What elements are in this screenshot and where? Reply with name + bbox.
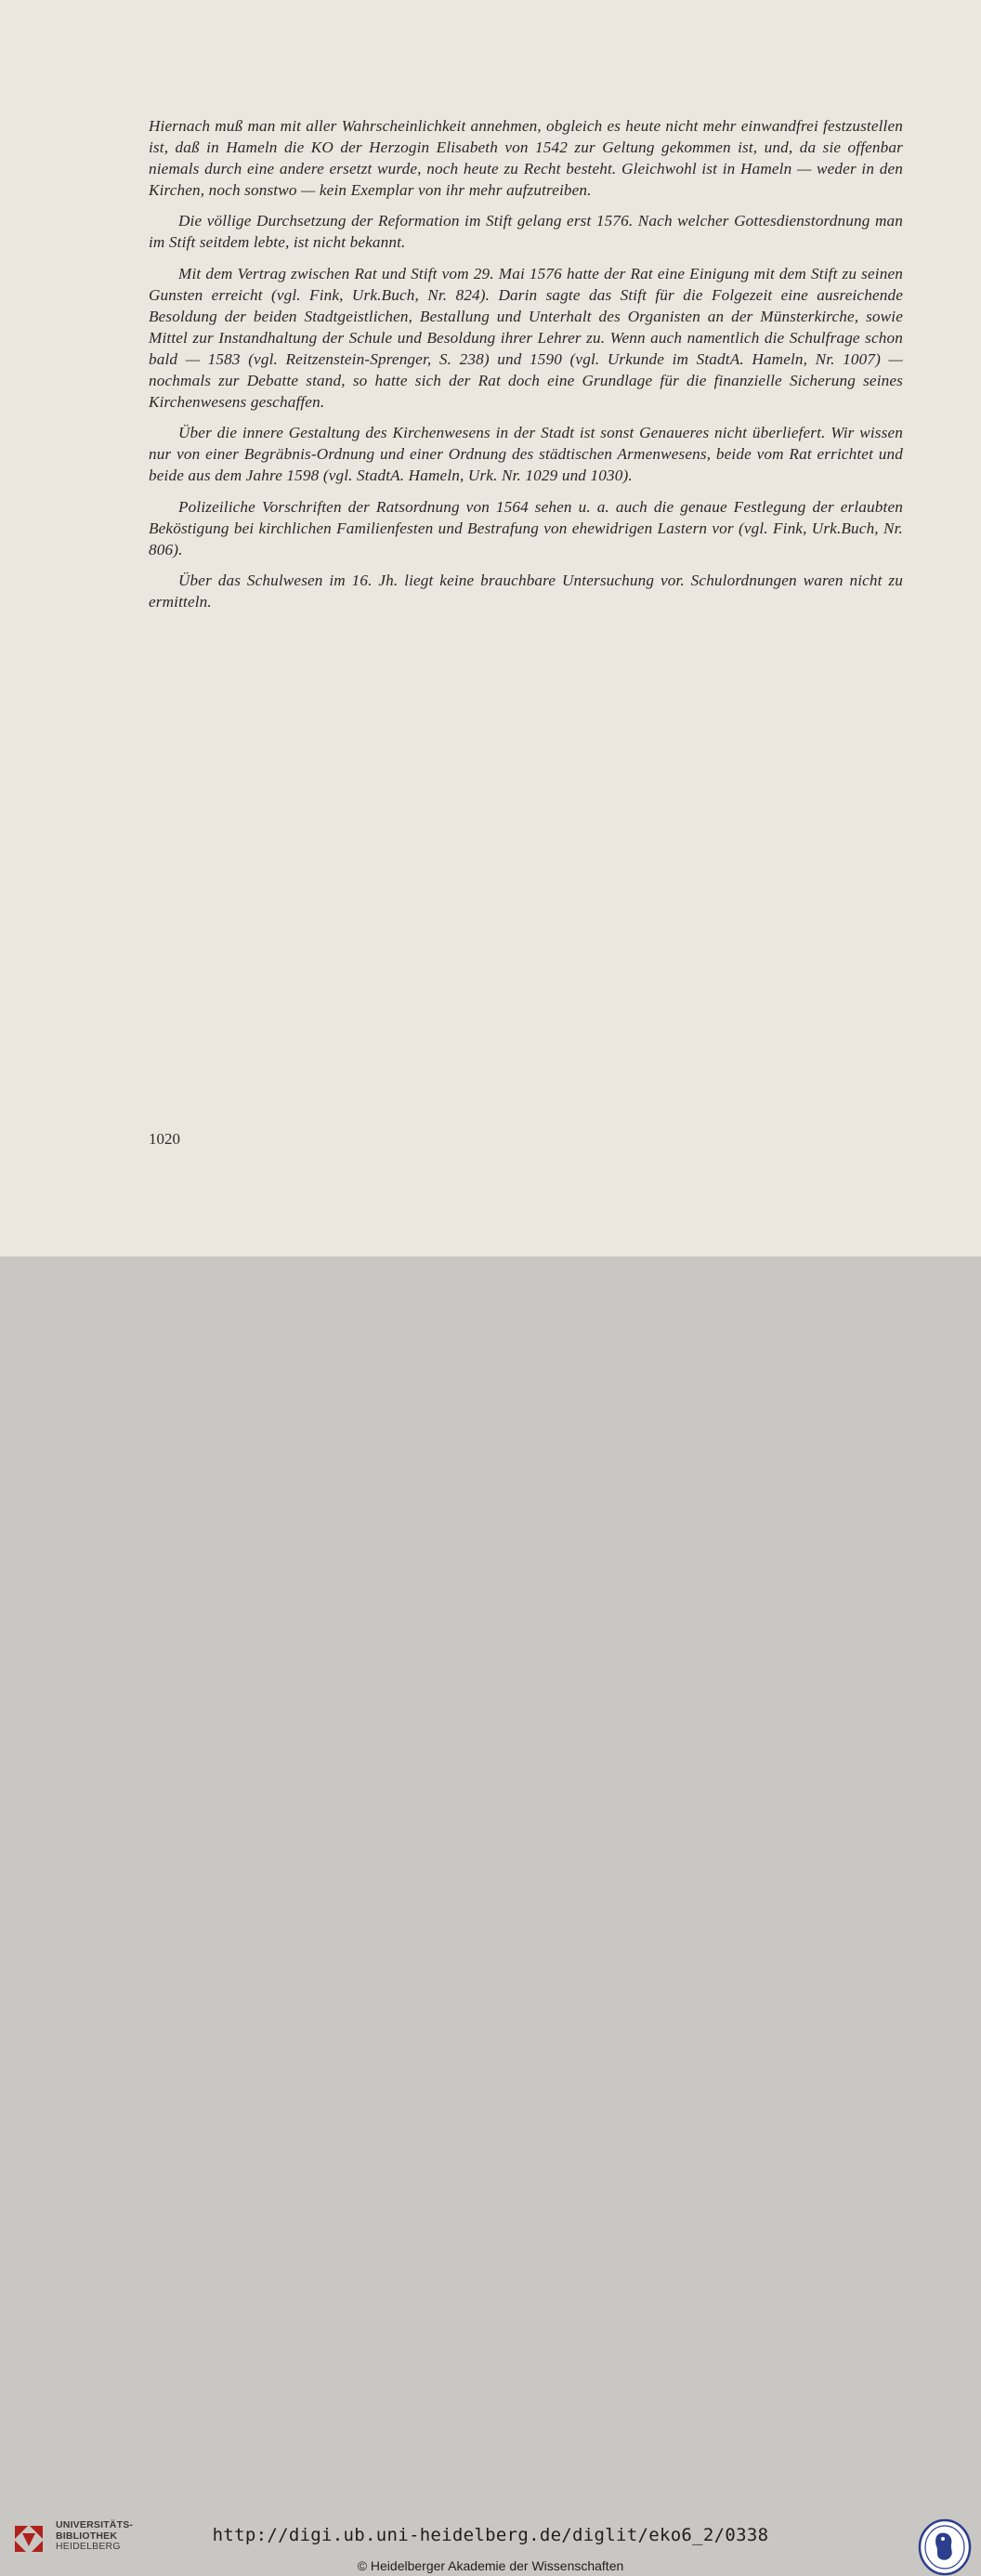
permalink-url[interactable]: http://digi.ub.uni-heidelberg.de/diglit/eko6_2/0338 bbox=[212, 2525, 769, 2545]
logo-line-1: UNIVERSITÄTS- bbox=[56, 2519, 134, 2530]
paragraph-4: Über die innere Gestaltung des Kirchenwesens in der Stadt ist sonst Genaueres nicht überliefert. Wir wissen nur von einer Begräbnis-Ordnung und einer Ordnung des städtischen Armenwesens, beide vom Rat errichtet und beide aus dem Jahre 1598 (vgl. StadtA. Hameln, Urk. Nr. 1029 und 1030). bbox=[149, 424, 903, 485]
paragraph-5: Polizeiliche Vorschriften der Ratsordnung von 1564 sehen u. a. auch die genaue Festlegung der erlaubten Beköstigung bei kirchlichen Familienfesten und Bestrafung von ehewidrigen Lastern vor (vgl. Fink, Urk.Buch, Nr. 806). bbox=[149, 497, 903, 559]
paragraph-2: Die völlige Durchsetzung der Reformation im Stift gelang erst 1576. Nach welcher Gottesdienstordnung man im Stift seitdem lebte, ist nicht bekannt. bbox=[149, 212, 903, 252]
paragraph-6: Über das Schulwesen im 16. Jh. liegt keine brauchbare Untersuchung vor. Schulordnungen waren nicht zu ermitteln. bbox=[149, 571, 903, 611]
scanned-page bbox=[0, 0, 981, 1256]
paragraph-3: Mit dem Vertrag zwischen Rat und Stift vom 29. Mai 1576 hatte der Rat eine Einigung mit dem Stift zu seinen Gunsten erreicht (vgl. Fink, Urk.Buch, Nr. 824). Darin sagte das Stift für die Folgezeit eine ausreichende Besoldung der beiden Stadtgeistlichen, Bestallung und Unterhalt des Organisten an der Münsterkirche, sowie Mittel zur Instandhaltung der Schule und Besoldung ihrer Lehrer zu. Wenn auch namentlich die Schulfrage schon bald — 1583 (vgl. Reitzenstein-Sprenger, S. 238) und 1590 (vgl. Urkunde im StadtA. Hameln, Nr. 1007) — nochmals zur Debatte stand, so hatte sich der Rat doch eine Grundlage für die finanzielle Sicherung seines Kirchenwesens geschaffen. bbox=[149, 264, 903, 412]
page-number: 1020 bbox=[149, 1130, 180, 1148]
paragraph-1: Hiernach muß man mit aller Wahrscheinlichkeit annehmen, obgleich es heute nicht mehr einwandfrei festzustellen ist, daß in Hameln die KO der Herzogin Elisabeth von 1542 zur Geltung gekommen ist, und, da sie offenbar niemals durch eine andere ersetzt wurde, noch heute zu Recht besteht. Gleichwohl ist in Hameln — weder in den Kirchen, noch sonstwo — kein Exemplar von ihr mehr aufzutreiben. bbox=[149, 117, 903, 200]
logo-line-3: HEIDELBERG bbox=[56, 2541, 121, 2552]
body-text bbox=[149, 115, 903, 622]
copyright-notice: © Heidelberger Akademie der Wissenschaften bbox=[357, 2558, 624, 2573]
academy-seal-icon bbox=[918, 2518, 972, 2576]
viewer-footer bbox=[0, 1256, 981, 2573]
logo-line-2: BIBLIOTHEK bbox=[56, 2530, 118, 2542]
